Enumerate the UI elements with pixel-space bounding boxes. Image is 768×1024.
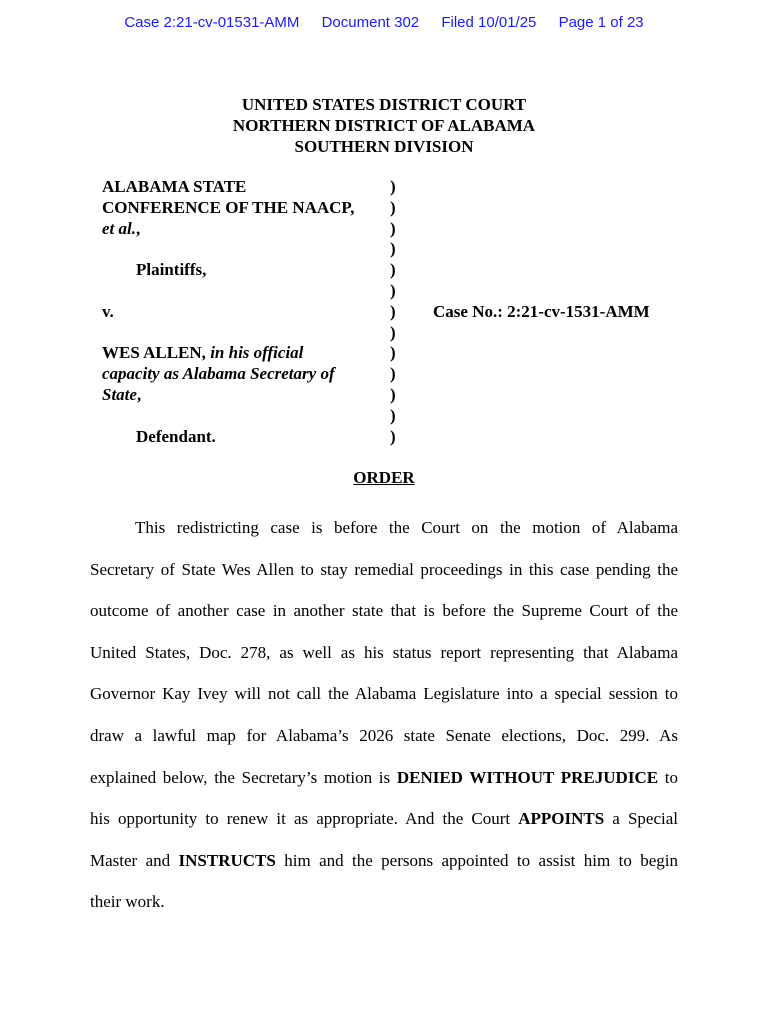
paren: ) bbox=[390, 301, 396, 321]
order-body bbox=[90, 507, 678, 923]
paren: ) bbox=[390, 177, 396, 196]
paren: ) bbox=[390, 343, 396, 363]
paren: ) bbox=[390, 280, 396, 300]
plaintiff-name-line2: CONFERENCE OF THE NAACP, bbox=[102, 197, 355, 217]
defendant-line1: WES ALLEN, in his official bbox=[102, 343, 304, 363]
caption-spacer bbox=[102, 239, 387, 260]
header-document-number: Document 302 bbox=[321, 14, 420, 31]
court-name: UNITED STATES DISTRICT COURT bbox=[241, 95, 527, 114]
body-line: their work. bbox=[90, 892, 165, 912]
defendant-line3: State, bbox=[102, 384, 142, 404]
body-line: Master and INSTRUCTS him and the persons appointed to assist him to begin bbox=[90, 850, 678, 870]
case-number: Case No.: 2:21-cv-1531-AMM bbox=[433, 301, 650, 321]
paren: ) bbox=[390, 405, 396, 425]
header-filed-date: Filed 10/01/25 bbox=[441, 14, 537, 31]
order-heading: ORDER bbox=[353, 468, 415, 487]
paren: ) bbox=[390, 322, 396, 342]
appoints-ruling: APPOINTS bbox=[518, 809, 605, 829]
defendant-line2: capacity as Alabama Secretary of bbox=[102, 364, 335, 384]
case-caption bbox=[0, 177, 768, 447]
plaintiff-et-al: et al., bbox=[102, 218, 141, 238]
paren: ) bbox=[390, 426, 396, 446]
plaintiff-name-line1: ALABAMA STATE bbox=[102, 177, 247, 196]
caption-spacer bbox=[102, 281, 387, 302]
body-line: explained below, the Secretary’s motion is DENIED WITHOUT PREJUDICE to bbox=[90, 767, 678, 787]
paren: ) bbox=[390, 239, 396, 259]
paren: ) bbox=[390, 384, 396, 404]
caption-paren-column bbox=[390, 177, 402, 447]
plaintiffs-label: Plaintiffs, bbox=[136, 260, 207, 280]
caption-spacer bbox=[102, 323, 387, 344]
defendant-label: Defendant. bbox=[136, 426, 216, 446]
paren: ) bbox=[390, 197, 396, 217]
header-page-count: Page 1 of 23 bbox=[558, 14, 644, 31]
court-division: SOUTHERN DIVISION bbox=[294, 137, 474, 156]
paren: ) bbox=[390, 218, 396, 238]
caption-spacer bbox=[102, 406, 387, 427]
instructs-ruling: INSTRUCTS bbox=[178, 850, 276, 870]
denied-ruling: DENIED WITHOUT PREJUDICE bbox=[396, 767, 659, 787]
header-case-number: Case 2:21-cv-01531-AMM bbox=[124, 14, 300, 31]
court-title bbox=[0, 94, 768, 157]
court-district: NORTHERN DISTRICT OF ALABAMA bbox=[232, 116, 536, 135]
body-line: United States, Doc. 278, as well as his status report representing that Alabama bbox=[90, 642, 678, 662]
filing-header bbox=[0, 14, 768, 31]
paren: ) bbox=[390, 260, 396, 280]
body-line: This redistricting case is before the Court on the motion of Alabama bbox=[135, 518, 678, 537]
versus-label: v. bbox=[102, 301, 114, 321]
body-line: Governor Kay Ivey will not call the Alabama Legislature into a special session to bbox=[90, 684, 678, 704]
body-line: draw a lawful map for Alabama’s 2026 state Senate elections, Doc. 299. As bbox=[90, 725, 678, 745]
body-line: Secretary of State Wes Allen to stay remedial proceedings in this case pending the bbox=[90, 559, 678, 579]
paren: ) bbox=[390, 364, 396, 384]
body-line: outcome of another case in another state that is before the Supreme Court of the bbox=[90, 601, 678, 621]
caption-parties bbox=[102, 177, 387, 447]
body-line: his opportunity to renew it as appropriate. And the Court APPOINTS a Special bbox=[90, 809, 678, 829]
